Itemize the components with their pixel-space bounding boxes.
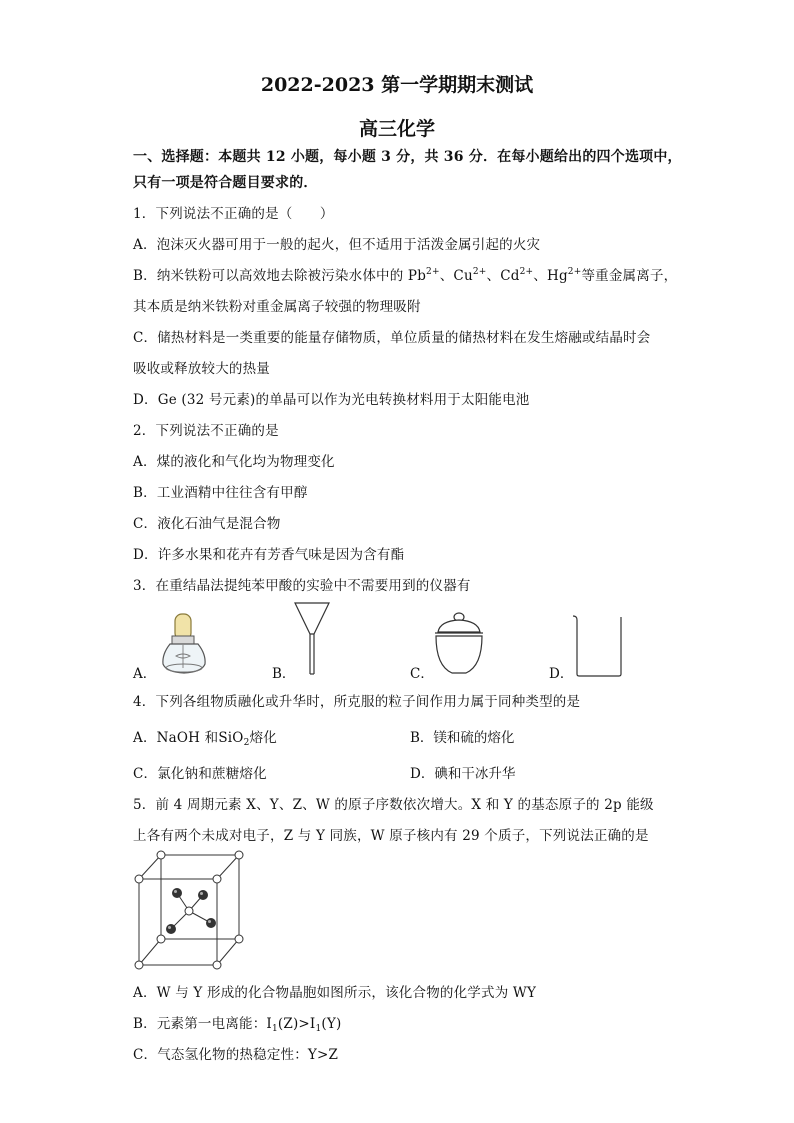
section-heading-line1: 一、选择题：本题共 12 小题，每小题 3 分，共 36 分．在每小题给出的四个选项中， (133, 149, 682, 165)
q2-option-b: B．工业酒精中往往含有甲醇 (133, 485, 308, 501)
q4-option-b: B．镁和硫的熔化 (410, 730, 515, 746)
q4-option-c: C．氯化钠和蔗糖熔化 (133, 766, 267, 782)
q1-stem: 1．下列说法不正确的是（ ） (133, 206, 334, 222)
hg-ion: 、Hg (533, 268, 568, 284)
q1-option-c-line1: C．储热材料是一类重要的能量存储物质，单位质量的储热材料在发生熔融或结晶时会 (133, 330, 651, 346)
q1-option-b-tail: 等重金属离子， (581, 268, 678, 284)
q5-option-b (133, 1012, 341, 1032)
q5-stem-line1: 5．前 4 周期元素 X、Y、Z、W 的原子序数依次增大。X 和 Y 的基态原子的 2p 能级 (133, 797, 654, 813)
beaker-icon (572, 614, 624, 678)
cd-ion: 、Cd (486, 268, 520, 284)
q3-option-a-label: A． (133, 666, 157, 682)
q4-option-a (133, 726, 277, 746)
q4-option-a-tail: 熔化 (249, 730, 277, 746)
q4-option-d: D．碘和干冰升华 (410, 766, 516, 782)
cu-ion: 、Cu (439, 268, 473, 284)
q4-option-a-text: A．NaOH 和 (133, 730, 219, 746)
crystal-unit-cell-diagram (133, 851, 245, 969)
q3-option-c-label: C． (410, 666, 434, 682)
sio2-formula: SiO (218, 730, 244, 746)
q1-option-d: D．Ge (32 号元素)的单晶可以作为光电转换材料用于太阳能电池 (133, 392, 530, 408)
q2-option-d: D．许多水果和花卉有芳香气味是因为含有酯 (133, 547, 405, 563)
q3-option-d-label: D． (549, 666, 574, 682)
ionization-sub-1: 1 (271, 1024, 278, 1034)
q3-stem: 3．在重结晶法提纯苯甲酸的实验中不需要用到的仪器有 (133, 578, 471, 594)
crucible-icon (432, 612, 486, 678)
q5-stem-line2: 上各有两个未成对电子，Z 与 Y 同族，W 原子核内有 29 个质子，下列说法正确的是 (133, 828, 649, 844)
section-heading-line2: 只有一项是符合题目要求的． (133, 175, 318, 191)
q3-option-b-label: B． (272, 666, 296, 682)
ionization-sub-2: 1 (315, 1024, 322, 1034)
q1-option-b-text: B．纳米铁粉可以高效地去除被污染水体中的 Pb (133, 268, 427, 284)
q1-option-a: A．泡沫灭火器可用于一般的起火，但不适用于活泼金属引起的火灾 (133, 237, 541, 253)
hg-charge: 2+ (567, 267, 582, 277)
q1-option-b-line2: 其本质是纳米铁粉对重金属离子较强的物理吸附 (133, 299, 421, 315)
exam-subtitle: 高三化学 (358, 118, 435, 140)
q5-option-b-tail: (Y) (321, 1016, 342, 1032)
sio2-subscript: 2 (243, 738, 250, 748)
funnel-icon (294, 602, 330, 676)
q5-option-b-text: B．元素第一电离能：I (133, 1016, 272, 1032)
q2-stem: 2．下列说法不正确的是 (133, 423, 279, 439)
cu-charge: 2+ (472, 267, 487, 277)
q5-option-c: C．气态氢化物的热稳定性：Y>Z (133, 1047, 339, 1063)
q1-option-c-line2: 吸收或释放较大的热量 (133, 361, 270, 377)
q2-option-c: C．液化石油气是混合物 (133, 516, 281, 532)
cd-charge: 2+ (519, 267, 534, 277)
q1-option-b-line1 (133, 264, 677, 284)
pb-charge: 2+ (426, 267, 440, 277)
exam-title: 2022-2023 第一学期期末测试 (260, 74, 534, 96)
q5-option-a: A．W 与 Y 形成的化合物晶胞如图所示，该化合物的化学式为 WY (133, 985, 537, 1001)
q4-stem: 4．下列各组物质融化或升华时，所克服的粒子间作用力属于同种类型的是 (133, 694, 581, 710)
q2-option-a: A．煤的液化和气化均为物理变化 (133, 454, 335, 470)
q5-option-b-mid: (Z)>I (277, 1016, 316, 1032)
alcohol-lamp-icon (158, 612, 210, 678)
